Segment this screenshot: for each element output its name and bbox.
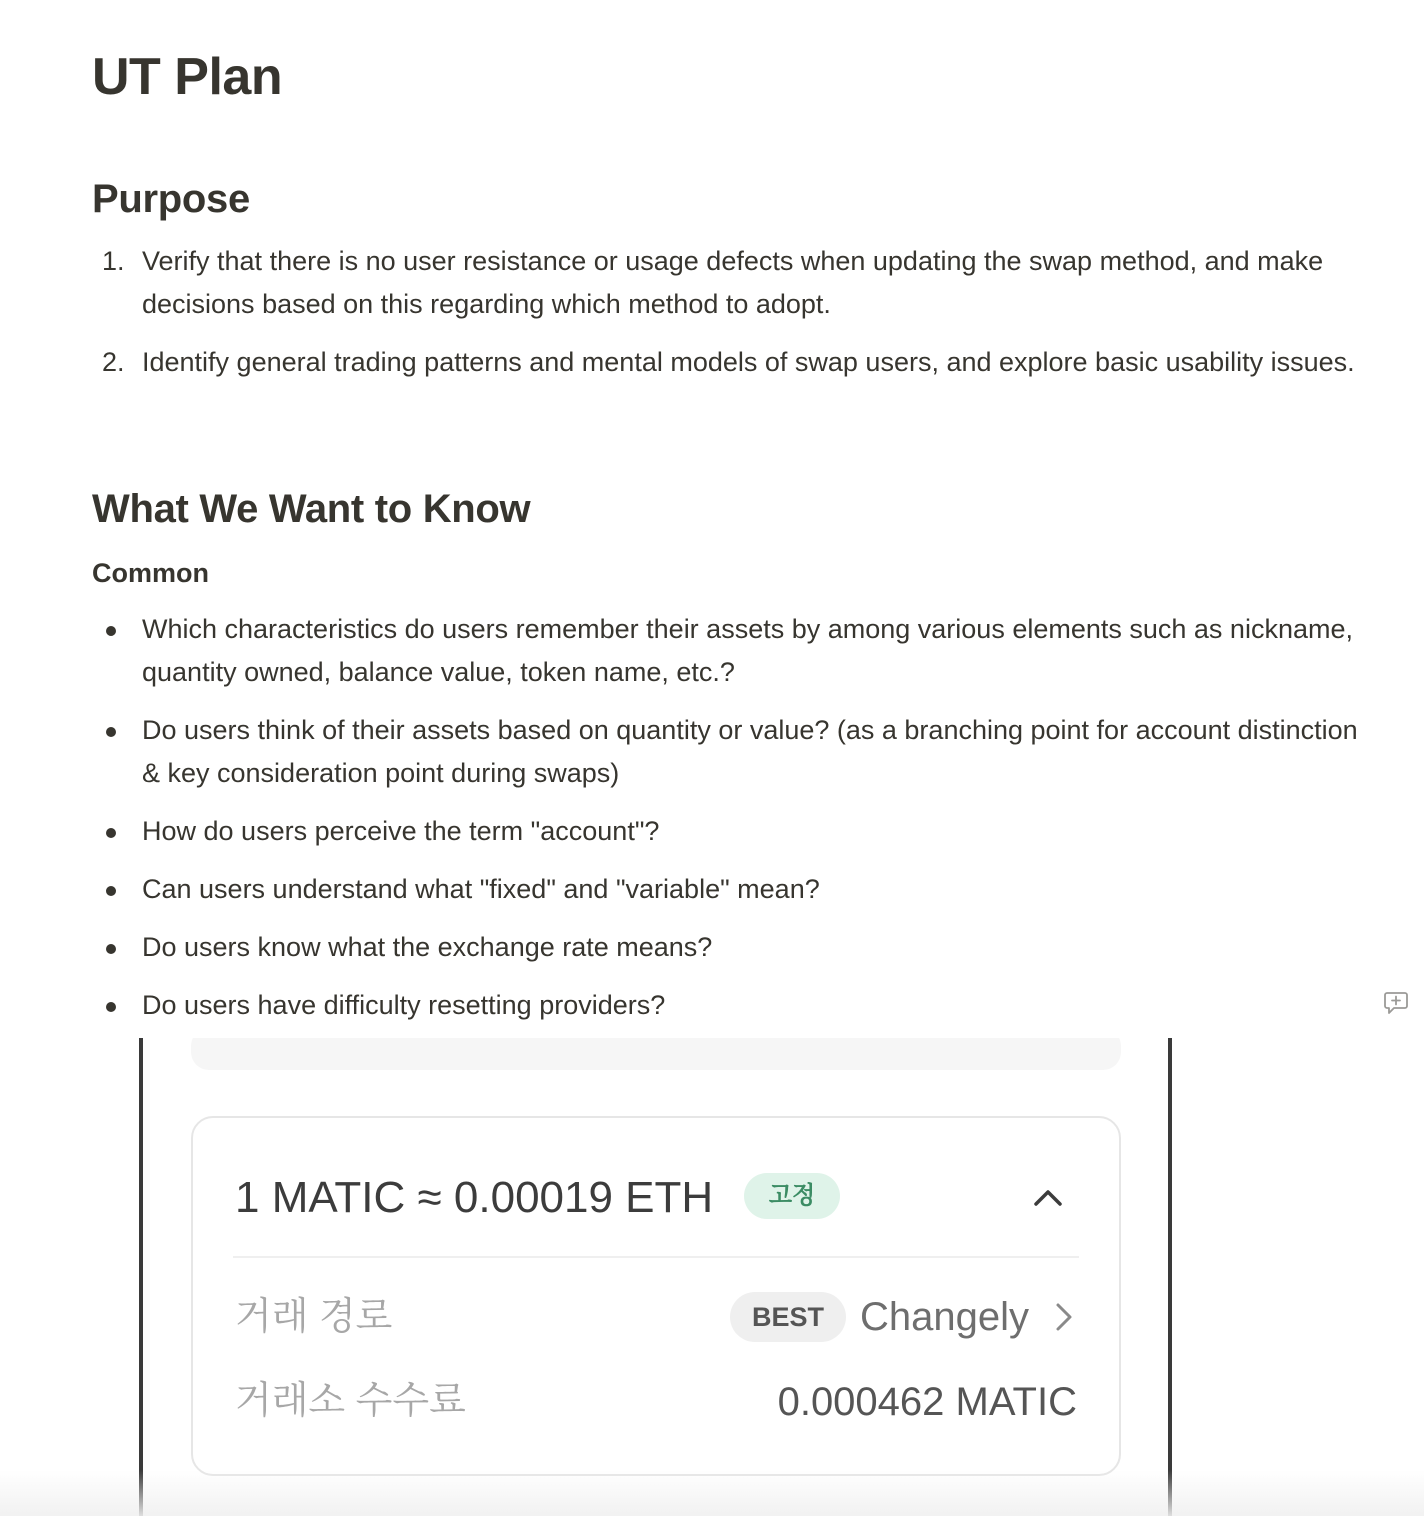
purpose-list xyxy=(92,240,1382,399)
list-item-text: Verify that there is no user resistance or usage defects when updating the swap method, and make decisions based on this regarding which method to adopt. xyxy=(142,246,1324,319)
bullet-icon xyxy=(106,727,116,737)
list-item xyxy=(92,868,1382,911)
list-item xyxy=(92,608,1382,694)
chevron-right-icon[interactable] xyxy=(1048,1298,1078,1336)
common-subheading: Common xyxy=(92,558,209,588)
list-item-text: Identify general trading patterns and mental models of swap users, and explore basic usability issues. xyxy=(142,347,1355,377)
list-item xyxy=(92,709,1382,795)
list-item-text: Do users have difficulty resetting providers? xyxy=(142,990,666,1020)
bullet-icon xyxy=(106,828,116,838)
rate-card xyxy=(191,1116,1121,1476)
list-item xyxy=(92,984,1382,1027)
bullet-icon xyxy=(106,886,116,896)
route-label: 거래 경로 xyxy=(235,1296,393,1338)
bullet-icon xyxy=(106,1002,116,1012)
list-item xyxy=(92,240,1382,326)
list-item xyxy=(92,926,1382,969)
list-item xyxy=(92,810,1382,853)
fixed-badge: 고정 xyxy=(744,1173,840,1219)
bullet-icon xyxy=(106,626,116,636)
list-item-text: Which characteristics do users remember their assets by among various elements such as nickname, quantity owned, balance value, token name, etc.? xyxy=(142,614,1353,687)
list-item-text: Do users know what the exchange rate means? xyxy=(142,932,713,962)
list-item-text: Do users think of their assets based on quantity or value? (as a branching point for account distinction & key consideration point during swaps) xyxy=(142,715,1358,788)
list-item-text: Can users understand what "fixed" and "variable" mean? xyxy=(142,874,820,904)
question-list xyxy=(92,608,1382,1042)
divider xyxy=(233,1256,1079,1258)
chevron-up-icon[interactable] xyxy=(1028,1178,1068,1218)
fee-label: 거래소 수수료 xyxy=(235,1380,466,1422)
page-title: UT Plan xyxy=(92,48,283,106)
best-badge: BEST xyxy=(730,1292,846,1342)
list-number: 2. xyxy=(102,347,125,377)
exchange-rate: 1 MATIC ≈ 0.00019 ETH xyxy=(235,1173,714,1222)
add-comment-icon[interactable] xyxy=(1383,991,1409,1015)
provider-name[interactable]: Changely xyxy=(860,1295,1030,1339)
list-item-text: How do users perceive the term "account"? xyxy=(142,816,660,846)
embed-top-bar xyxy=(191,1038,1121,1070)
fee-value: 0.000462 MATIC xyxy=(777,1380,1077,1424)
bullet-icon xyxy=(106,944,116,954)
list-item xyxy=(92,341,1382,384)
embedded-screenshot xyxy=(139,1038,1172,1516)
know-heading: What We Want to Know xyxy=(92,487,531,531)
list-number: 1. xyxy=(102,246,125,276)
purpose-heading: Purpose xyxy=(92,177,250,221)
